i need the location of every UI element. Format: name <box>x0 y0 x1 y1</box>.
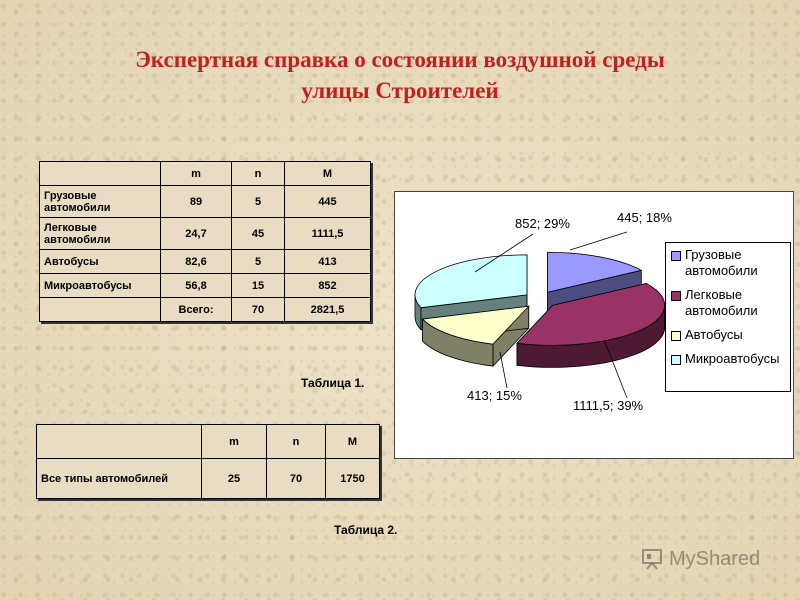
cell-n: 5 <box>232 186 285 218</box>
cell-M: 1111,5 <box>285 218 371 250</box>
legend-swatch <box>671 251 681 261</box>
table-row <box>40 218 371 250</box>
legend-label: Грузовые автомобили <box>685 247 758 278</box>
legend-label: Микроавтобусы <box>685 351 780 366</box>
table-2 <box>36 424 380 499</box>
legend-item <box>669 351 787 367</box>
chart-legend <box>665 242 791 392</box>
cell-n: 5 <box>232 250 285 274</box>
table-row <box>40 274 371 298</box>
table-2-caption: Таблица 2. <box>334 523 398 537</box>
table-1-caption: Таблица 1. <box>301 376 365 390</box>
legend-swatch <box>671 355 681 365</box>
cell-M: 1750 <box>326 459 380 499</box>
row-label: Грузовые автомобили <box>40 186 161 218</box>
cell-M: 413 <box>285 250 371 274</box>
legend-item <box>669 287 787 319</box>
table-row <box>37 459 380 499</box>
watermark <box>640 547 760 571</box>
legend-item <box>669 247 787 279</box>
table-1 <box>39 161 371 322</box>
data-label-minibuses: 852; 29% <box>515 216 570 231</box>
header-cell: M <box>285 162 371 186</box>
row-label: Автобусы <box>40 250 161 274</box>
row-label: Микроавтобусы <box>40 274 161 298</box>
cell-n: 70 <box>267 459 326 499</box>
leader-line-slice-cargo <box>570 232 627 250</box>
cell-n: 70 <box>232 298 285 322</box>
data-label-cargo: 445; 18% <box>617 210 672 225</box>
cell-m: 25 <box>202 459 267 499</box>
row-label: Легковые автомобили <box>40 218 161 250</box>
cell-m: 89 <box>161 186 232 218</box>
presentation-icon <box>640 547 664 571</box>
cell-m: 56,8 <box>161 274 232 298</box>
row-label <box>40 298 161 322</box>
table-header-row <box>37 425 380 459</box>
cell-n: 45 <box>232 218 285 250</box>
table-row <box>40 186 371 218</box>
title-line-2: улицы Строителей <box>301 78 499 103</box>
data-label-cars: 1111,5; 39% <box>573 398 644 413</box>
header-cell: n <box>267 425 326 459</box>
table-row <box>40 250 371 274</box>
cell-M: 2821,5 <box>285 298 371 322</box>
title-line-1: Экспертная справка о состоянии воздушной среды <box>135 47 665 72</box>
table-total-row <box>40 298 371 322</box>
header-cell <box>40 162 161 186</box>
cell-m: 24,7 <box>161 218 232 250</box>
table-header-row <box>40 162 371 186</box>
total-label: Всего: <box>161 298 232 322</box>
row-label: Все типы автомобилей <box>37 459 202 499</box>
legend-item <box>669 327 787 343</box>
header-cell <box>37 425 202 459</box>
header-cell: m <box>161 162 232 186</box>
legend-swatch <box>671 331 681 341</box>
header-cell: M <box>326 425 380 459</box>
legend-label: Автобусы <box>685 327 743 342</box>
pie-chart <box>394 191 794 459</box>
pie-chart-plot <box>395 192 665 458</box>
cell-m: 82,6 <box>161 250 232 274</box>
legend-label: Легковые автомобили <box>685 287 758 318</box>
watermark-text: MyShared <box>669 547 761 570</box>
cell-M: 852 <box>285 274 371 298</box>
data-label-buses: 413; 15% <box>467 388 522 403</box>
header-cell: m <box>202 425 267 459</box>
cell-n: 15 <box>232 274 285 298</box>
page-title <box>0 44 800 106</box>
legend-swatch <box>671 291 681 301</box>
cell-M: 445 <box>285 186 371 218</box>
leader-line-slice-buses <box>500 352 507 388</box>
slice-cars <box>517 283 665 367</box>
header-cell: n <box>232 162 285 186</box>
